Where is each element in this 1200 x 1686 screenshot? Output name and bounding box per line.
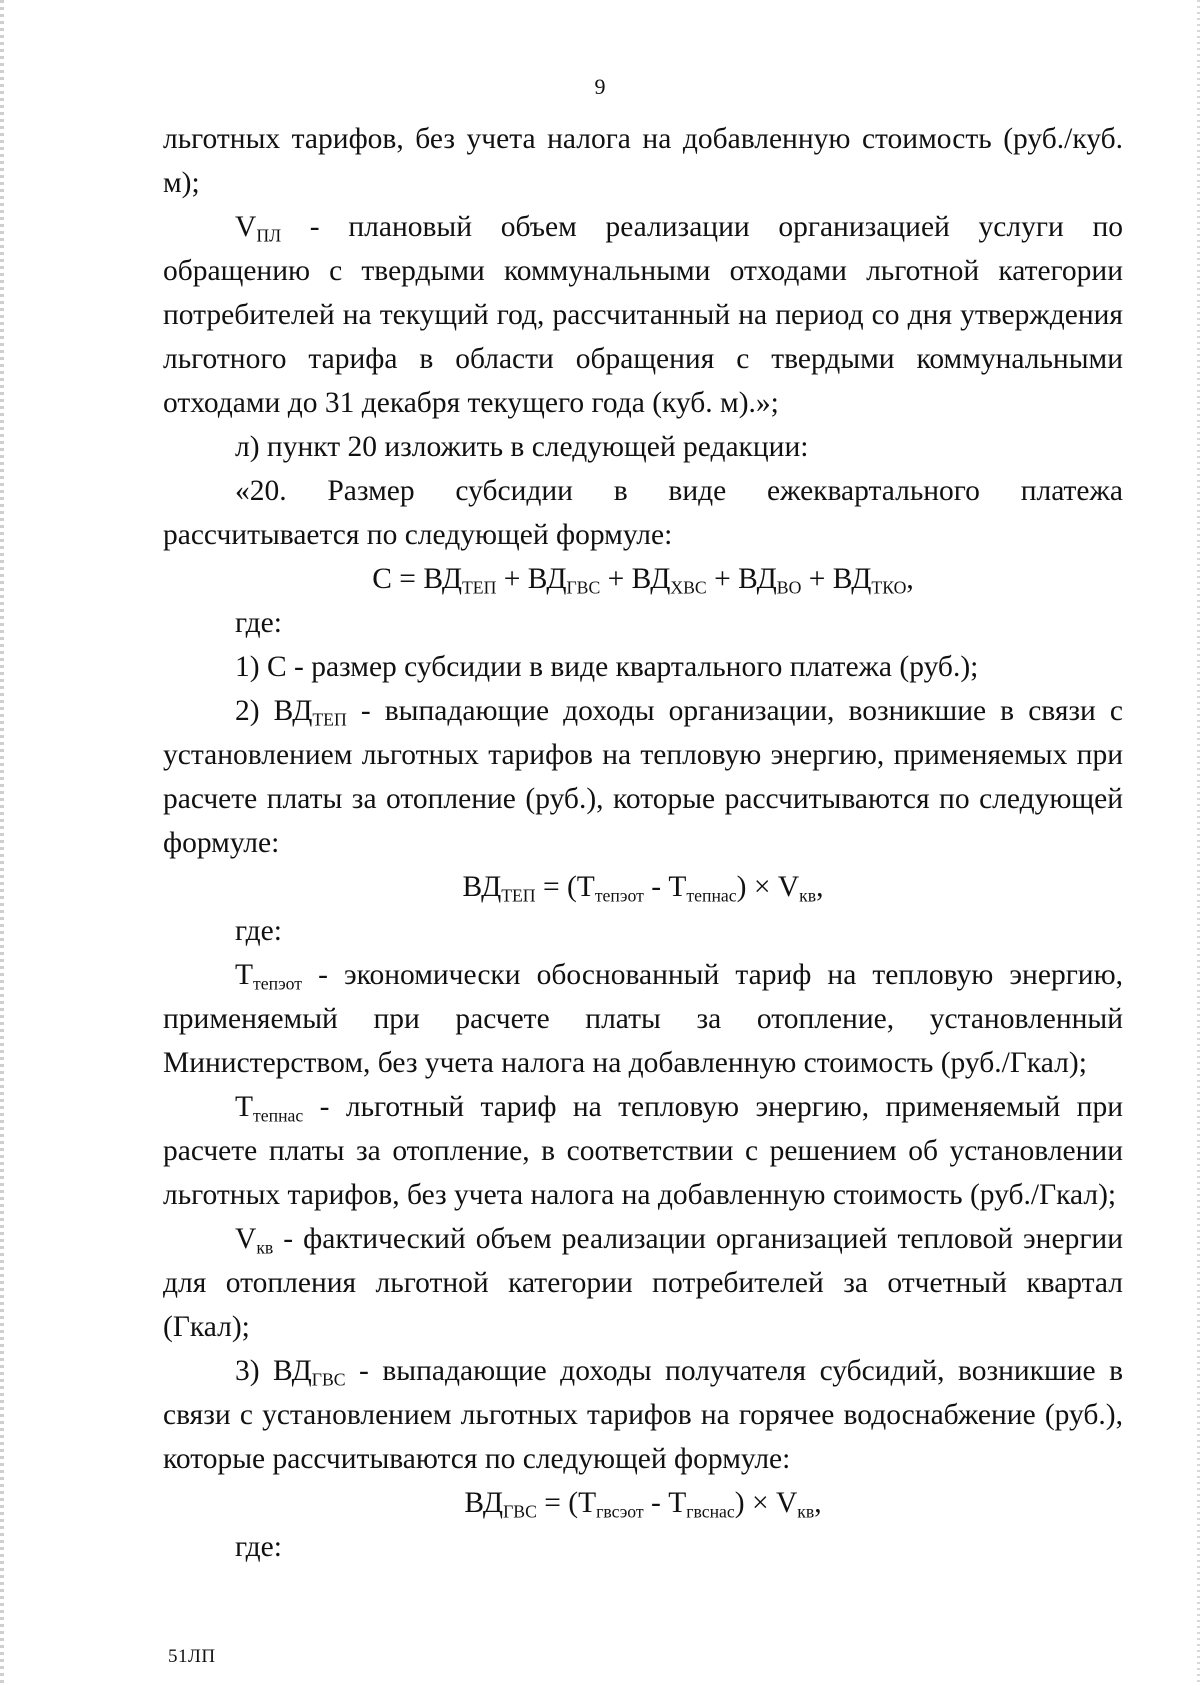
- paragraph-item-20: «20. Размер субсидии в виде ежеквартального платежа рассчитывается по следующей формуле:: [163, 475, 1123, 551]
- paragraph-amendment-l: л) пункт 20 изложить в следующей редакции:: [235, 431, 809, 463]
- symbol-v: V: [235, 211, 257, 243]
- list-item-1: 1) С - размер субсидии в виде квартального платежа (руб.);: [235, 651, 979, 683]
- where-label: где:: [235, 1531, 282, 1563]
- subscript-pl: ПЛ: [256, 225, 282, 246]
- definition-text: - плановый объем реализации организацией услуги по обращению с твердыми коммунальными отходами льготной категории потребителей на текущий год, рассчитанный на период со дня утверждения льготного тарифа в области обращения с твердыми коммунальными отходами до 31 декабря текущего года (куб. м).»;: [163, 211, 1123, 419]
- list-item-2: 2) $ВД_{ТЕП}$ - выпадающие доходы организации, возникшие в связи с установлением льготных тарифов на тепловую энергию, применяемых при расчете платы за отопление (руб.), которые рассчитываются по следующей формуле:: [163, 695, 1124, 859]
- footer-document-code: 51ЛП: [168, 1646, 216, 1667]
- formula-subsidy: $С = ВД_{ТЕП} + ВД_{ГВС} + ВД_{ХВС} + ВД_{ВО} + ВД_{ТКО}$,: [372, 563, 914, 598]
- scan-edge-left: [0, 0, 4, 1686]
- formula-heat: $ВД_{ТЕП} = (Т_{тепэот} - Т_{тепнас}) \times V_{кв}$,: [462, 871, 824, 906]
- paragraph-v-pl-definition: [163, 205, 1123, 425]
- formula-hot-water: $ВД_{ГВС} = (Т_{гвсэот} - Т_{гвснас}) \times V_{кв}$,: [464, 1487, 822, 1522]
- paragraph-continuation: льготных тарифов, без учета налога на добавленную стоимость (руб./куб. м);: [163, 123, 1123, 199]
- list-item-3: 3) $ВД_{ГВС}$ - выпадающие доходы получателя субсидий, возникшие в связи с установлением льготных тарифов на горячее водоснабжение (руб.), которые рассчитываются по следующей формуле:: [163, 1355, 1124, 1475]
- where-label: где:: [235, 915, 282, 947]
- definition-t-tepeot: $Т_{тепэот}$ - экономически обоснованный тариф на тепловую энергию, применяемый при расчете платы за отопление, установленный Министерством, без учета налога на добавленную стоимость (руб./Гкал);: [163, 959, 1123, 1079]
- page-number: 9: [594, 74, 606, 99]
- document-body: [163, 117, 1123, 1569]
- where-label: где:: [235, 607, 282, 639]
- definition-v-kv: $V_{кв}$ - фактический объем реализации организацией тепловой энергии для отопления льготной категории потребителей за отчетный квартал (Гкал);: [163, 1223, 1123, 1343]
- definition-t-tepnas: $Т_{тепнас}$ - льготный тариф на тепловую энергию, применяемый при расчете платы за отопление, в соответствии с решением об установлении льготных тарифов, без учета налога на добавленную стоимость (руб./Гкал);: [163, 1091, 1123, 1211]
